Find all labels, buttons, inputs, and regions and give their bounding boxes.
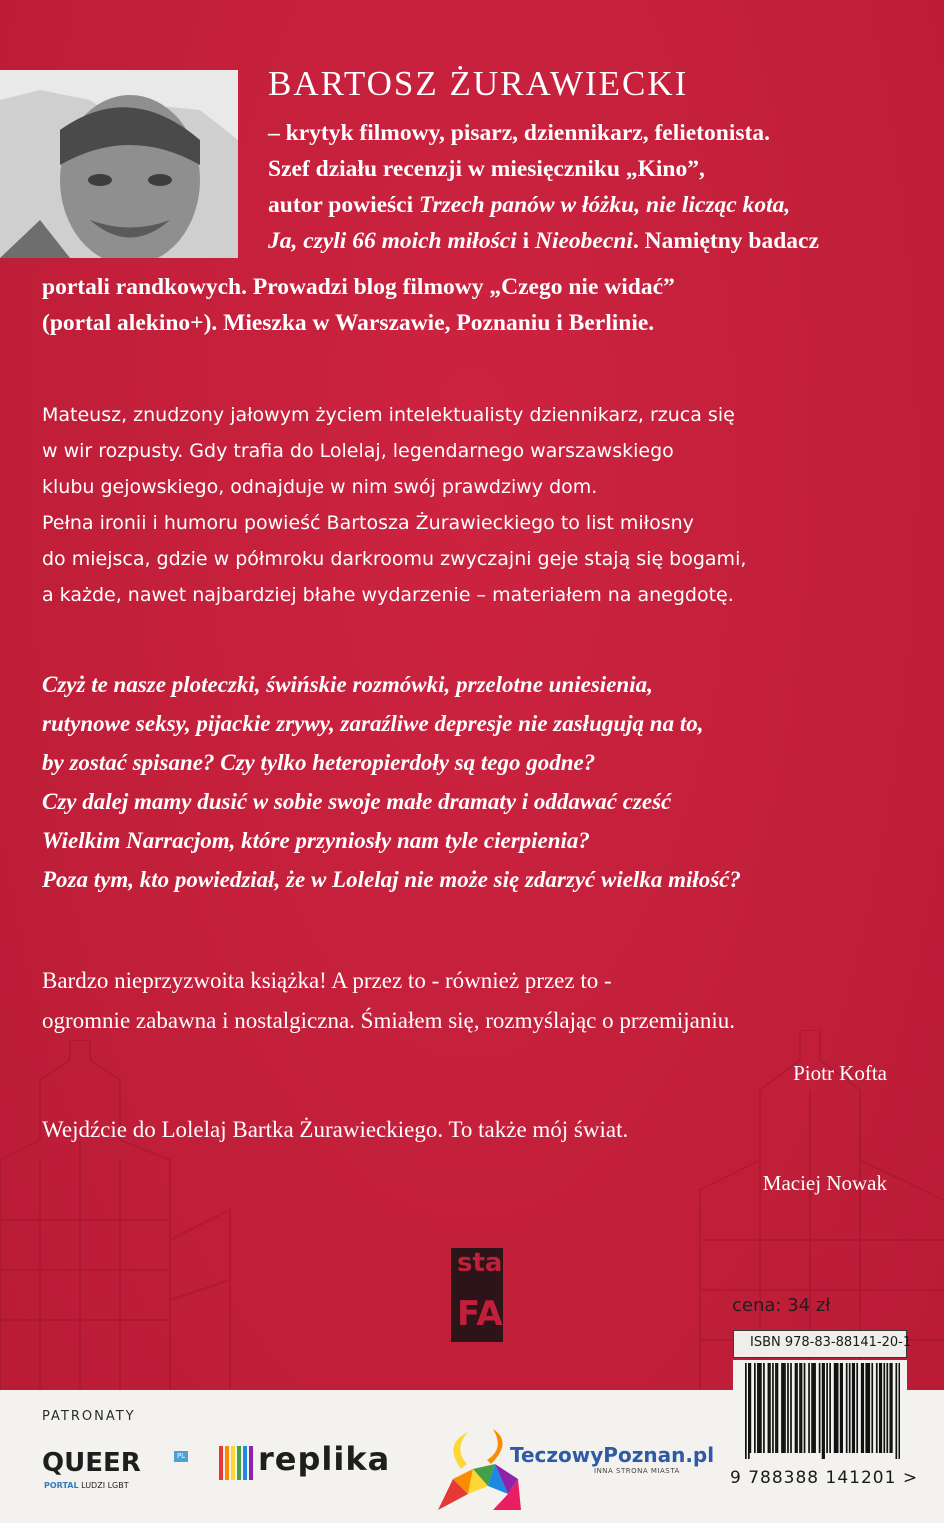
quote-line: rutynowe seksy, pijackie zrywy, zaraźliwe depresje nie zasługują na to,: [42, 711, 704, 736]
barcode-bar: [775, 1363, 777, 1453]
barcode-bar: [823, 1363, 825, 1459]
price-label: cena: 34 zł: [732, 1295, 831, 1316]
barcode-bar: [876, 1363, 878, 1453]
bio-fragment: i: [516, 228, 535, 254]
replika-logo: replika: [258, 1440, 391, 1478]
quote-line: by zostać spisane? Czy tylko heteropierdoły są tego godne?: [42, 750, 596, 775]
blurb-line: a każde, nawet najbardziej błahe wydarzenie – materiałem na anegdotę.: [42, 584, 734, 606]
barcode-bar: [889, 1363, 891, 1453]
barcode-bar: [867, 1363, 869, 1453]
barcode-bar: [868, 1363, 870, 1453]
barcode-bar: [840, 1363, 842, 1453]
replika-icon: [219, 1446, 255, 1480]
barcode-bar: [883, 1363, 885, 1453]
barcode-bar: [826, 1363, 828, 1453]
bio-fragment: Trzech panów w łóżku, nie licząc kota,: [419, 192, 791, 218]
queer-badge: PL: [174, 1451, 188, 1462]
building-silhouette-left: [0, 1040, 260, 1390]
blurb-line: do miejsca, gdzie w półmroku darkroomu zwyczajni geje stają się bogami,: [42, 548, 747, 570]
barcode-bar: [757, 1363, 759, 1453]
barcode-bar: [822, 1363, 824, 1459]
barcode-bar: [895, 1363, 897, 1459]
barcode-bar: [784, 1363, 786, 1453]
author-name: BARTOSZ ŻURAWIECKI: [268, 64, 689, 103]
barcode-bar: [759, 1363, 761, 1453]
review-line: Bardzo nieprzyzwoita książka! A przez to - również przez to -: [42, 968, 612, 993]
publisher-logo-top: sta: [457, 1248, 503, 1278]
barcode-bar: [880, 1363, 882, 1453]
barcode-bar: [814, 1363, 816, 1453]
barcode-bar: [886, 1363, 888, 1453]
barcode-bar: [879, 1363, 881, 1453]
bio-line: [268, 122, 770, 146]
queer-tagline: [44, 1481, 129, 1490]
barcode-bar: [861, 1363, 863, 1453]
bio-line: [42, 276, 675, 300]
teczowy-poznan-tagline: INNA STRONA MIASTA: [594, 1467, 680, 1475]
barcode-digits: 9 788388 141201 >: [730, 1468, 919, 1488]
bio-fragment: Ja, czyli 66 moich miłości: [268, 228, 517, 254]
barcode-bar: [834, 1363, 836, 1453]
barcode-bar: [796, 1363, 798, 1453]
review-author: Piotr Kofta: [793, 1061, 887, 1085]
barcode-bar: [849, 1363, 851, 1453]
blurb-line: Mateusz, znudzony jałowym życiem intelektualisty dziennikarz, rzuca się: [42, 404, 735, 426]
barcode-bar: [852, 1363, 854, 1453]
publisher-logo: [451, 1248, 503, 1342]
barcode-bar: [808, 1363, 810, 1453]
quote-line: Poza tym, kto powiedział, że w Lolelaj nie może się zdarzyć wielka miłość?: [42, 867, 741, 892]
barcode-bar: [760, 1363, 762, 1453]
barcode-bar: [841, 1363, 843, 1453]
bio-fragment: portali randkowych. Prowadzi blog filmowy „Czego nie widać”: [42, 274, 675, 300]
barcode-bar: [856, 1363, 858, 1453]
review-author: Maciej Nowak: [762, 1171, 887, 1195]
barcode-bar: [795, 1363, 797, 1453]
barcode-bar: [837, 1363, 839, 1453]
barcode-bar: [768, 1363, 770, 1453]
barcode-bar: [799, 1363, 801, 1453]
barcode-bar: [899, 1363, 901, 1459]
barcode-bar: [813, 1363, 815, 1453]
goats-icon: [433, 1424, 523, 1512]
bio-line: [42, 312, 654, 336]
barcode-bar: [871, 1363, 873, 1453]
queer-tagline-brand: PORTAL: [44, 1481, 79, 1490]
barcode-bar: [781, 1363, 783, 1453]
queer-tagline-rest: LUDZI LGBT: [78, 1481, 129, 1490]
barcode-bar: [865, 1363, 867, 1453]
barcode: [745, 1363, 900, 1459]
bio-fragment: Nieobecni: [534, 228, 633, 254]
publisher-logo-bottom: FA: [457, 1294, 503, 1334]
isbn-text: ISBN 978-83-88141-20-1: [750, 1335, 912, 1350]
barcode-bar: [754, 1363, 756, 1453]
quote-line: Czyż te nasze ploteczki, świńskie rozmówki, przelotne uniesienia,: [42, 672, 653, 697]
bio-fragment: Szef działu recenzji w miesięczniku „Kino”,: [268, 156, 705, 182]
bio-fragment: (portal alekino+). Mieszka w Warszawie, Poznaniu i Berlinie.: [42, 310, 655, 336]
review-line: ogromnie zabawna i nostalgiczna. Śmiałem się, rozmyślając o przemijaniu.: [42, 1008, 735, 1033]
bio-fragment: autor powieści: [268, 192, 420, 218]
blurb-line: w wir rozpusty. Gdy trafia do Lolelaj, legendarnego warszawskiego: [42, 440, 674, 462]
barcode-bar: [745, 1363, 747, 1459]
patrons-label: PATRONATY: [42, 1409, 136, 1424]
blurb-line: Pełna ironii i humoru powieść Bartosza Żurawieckiego to list miłosny: [42, 512, 694, 534]
barcode-bar: [846, 1363, 848, 1453]
bio-line: [268, 194, 790, 218]
barcode-bar: [769, 1363, 771, 1453]
bio-fragment: . Namiętny badacz: [632, 228, 819, 254]
barcode-bar: [748, 1363, 750, 1459]
barcode-bar: [763, 1363, 765, 1453]
barcode-bar: [783, 1363, 785, 1453]
barcode-bar: [829, 1363, 831, 1453]
barcode-bar: [790, 1363, 792, 1453]
barcode-bar: [787, 1363, 789, 1453]
queer-logo: QUEER: [42, 1448, 141, 1478]
bio-line: [268, 158, 705, 182]
barcode-bar: [891, 1363, 893, 1453]
barcode-bar: [750, 1363, 752, 1453]
blurb-line: klubu gejowskiego, odnajduje w nim swój prawdziwy dom.: [42, 476, 598, 498]
barcode-bar: [772, 1363, 774, 1453]
bio-fragment: – krytyk filmowy, pisarz, dziennikarz, felietonista.: [268, 120, 770, 146]
barcode-bar: [835, 1363, 837, 1453]
quote-line: Czy dalej mamy dusić w sobie swoje małe dramaty i oddawać cześć: [42, 789, 672, 814]
barcode-bar: [801, 1363, 803, 1453]
barcode-bar: [853, 1363, 855, 1453]
author-photo: [0, 70, 238, 258]
review-line: Wejdźcie do Lolelaj Bartka Żurawieckiego. To także mój świat.: [42, 1117, 629, 1142]
barcode-bar: [819, 1363, 821, 1453]
barcode-bar: [777, 1363, 779, 1453]
quote-line: Wielkim Narracjom, które przyniosły nam tyle cierpienia?: [42, 828, 590, 853]
barcode-bar: [804, 1363, 806, 1453]
teczowy-poznan-logo: TeczowyPoznan.pl: [510, 1443, 715, 1467]
bio-line: [268, 230, 819, 254]
barcode-bar: [811, 1363, 813, 1453]
barcode-bar: [862, 1363, 864, 1453]
